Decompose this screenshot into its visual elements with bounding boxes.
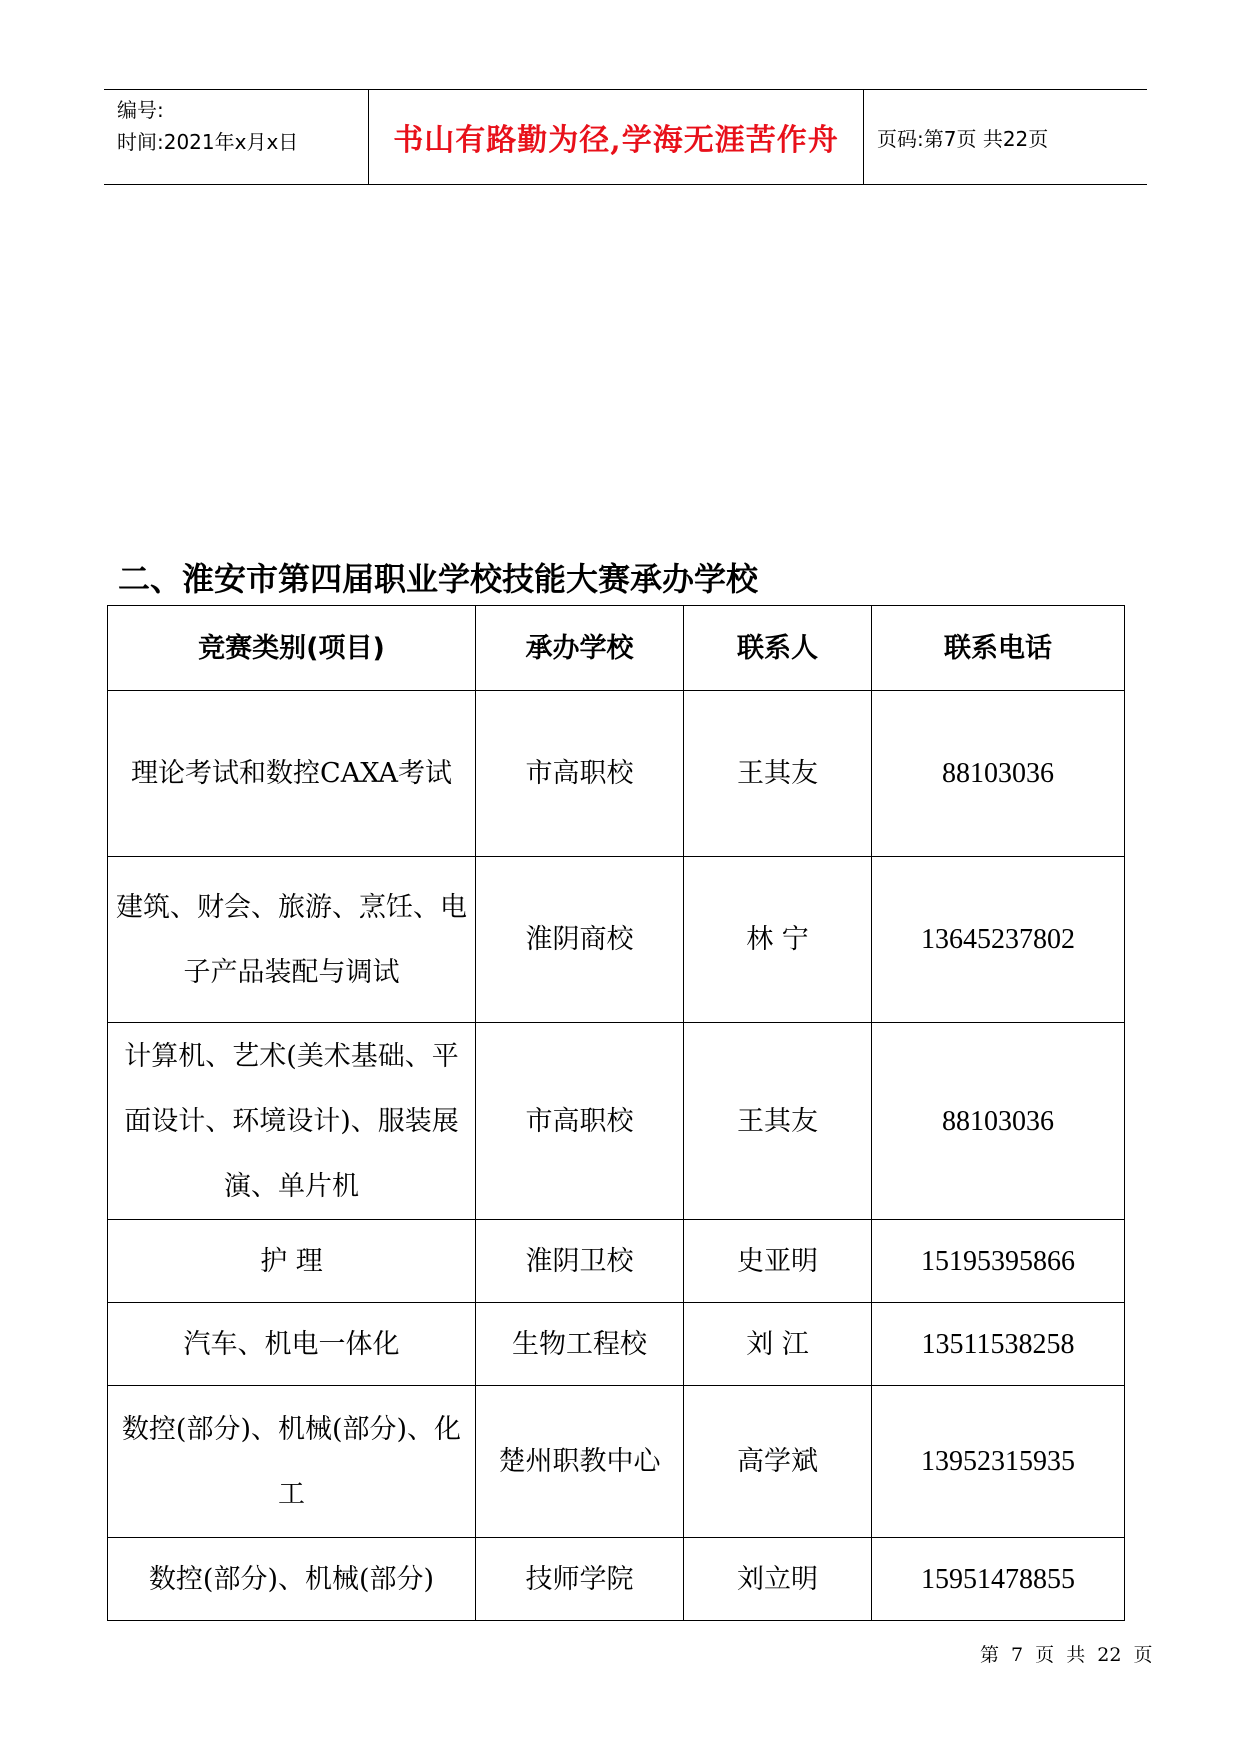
category-cell: 理论考试和数控CAXA考试	[108, 691, 476, 857]
column-header: 竞赛类别(项目)	[108, 606, 476, 691]
school-cell: 楚州职教中心	[476, 1386, 684, 1538]
category-cell: 数控(部分)、机械(部分)、化工	[108, 1386, 476, 1538]
contact-cell: 林 宁	[684, 857, 872, 1023]
table-row	[108, 1538, 1125, 1621]
table-row	[108, 857, 1125, 1023]
school-cell: 淮阴商校	[476, 857, 684, 1023]
time-label: 时间:2021年x月x日	[117, 130, 299, 154]
table-row	[108, 691, 1125, 857]
school-cell: 淮阴卫校	[476, 1220, 684, 1303]
contact-cell: 高学斌	[684, 1386, 872, 1538]
header-motto-cell	[369, 90, 864, 184]
table-row	[108, 1303, 1125, 1386]
contact-cell: 刘立明	[684, 1538, 872, 1621]
school-cell: 生物工程校	[476, 1303, 684, 1386]
header-page-cell	[864, 90, 1147, 184]
table-header-row	[108, 606, 1125, 691]
phone-cell: 13511538258	[872, 1303, 1125, 1386]
phone-cell: 13952315935	[872, 1386, 1125, 1538]
table-row	[108, 1023, 1125, 1220]
category-cell: 护 理	[108, 1220, 476, 1303]
phone-cell: 15195395866	[872, 1220, 1125, 1303]
contact-cell: 王其友	[684, 1023, 872, 1220]
host-schools-table	[107, 605, 1125, 1621]
phone-cell: 88103036	[872, 1023, 1125, 1220]
category-cell: 建筑、财会、旅游、烹饪、电子产品装配与调试	[108, 857, 476, 1023]
contact-cell: 刘 江	[684, 1303, 872, 1386]
column-header: 联系人	[684, 606, 872, 691]
header-info	[104, 90, 369, 184]
header-page-label: 页码:第7页 共22页	[877, 126, 1049, 151]
motto-text: 书山有路勤为径,学海无涯苦作舟	[393, 123, 839, 158]
serial-label: 编号:	[117, 98, 164, 122]
school-cell: 技师学院	[476, 1538, 684, 1621]
phone-cell: 13645237802	[872, 857, 1125, 1023]
table-row	[108, 1220, 1125, 1303]
page-header	[104, 89, 1147, 185]
column-header: 承办学校	[476, 606, 684, 691]
category-cell: 计算机、艺术(美术基础、平面设计、环境设计)、服装展演、单片机	[108, 1023, 476, 1220]
phone-cell: 15951478855	[872, 1538, 1125, 1621]
school-cell: 市高职校	[476, 691, 684, 857]
column-header: 联系电话	[872, 606, 1125, 691]
category-cell: 汽车、机电一体化	[108, 1303, 476, 1386]
contact-cell: 史亚明	[684, 1220, 872, 1303]
section-title: 二、淮安市第四届职业学校技能大赛承办学校	[118, 560, 759, 598]
phone-cell: 88103036	[872, 691, 1125, 857]
table-row	[108, 1386, 1125, 1538]
category-cell: 数控(部分)、机械(部分)	[108, 1538, 476, 1621]
contact-cell: 王其友	[684, 691, 872, 857]
footer-page-number: 第 7 页 共 22 页	[980, 1644, 1153, 1666]
school-cell: 市高职校	[476, 1023, 684, 1220]
